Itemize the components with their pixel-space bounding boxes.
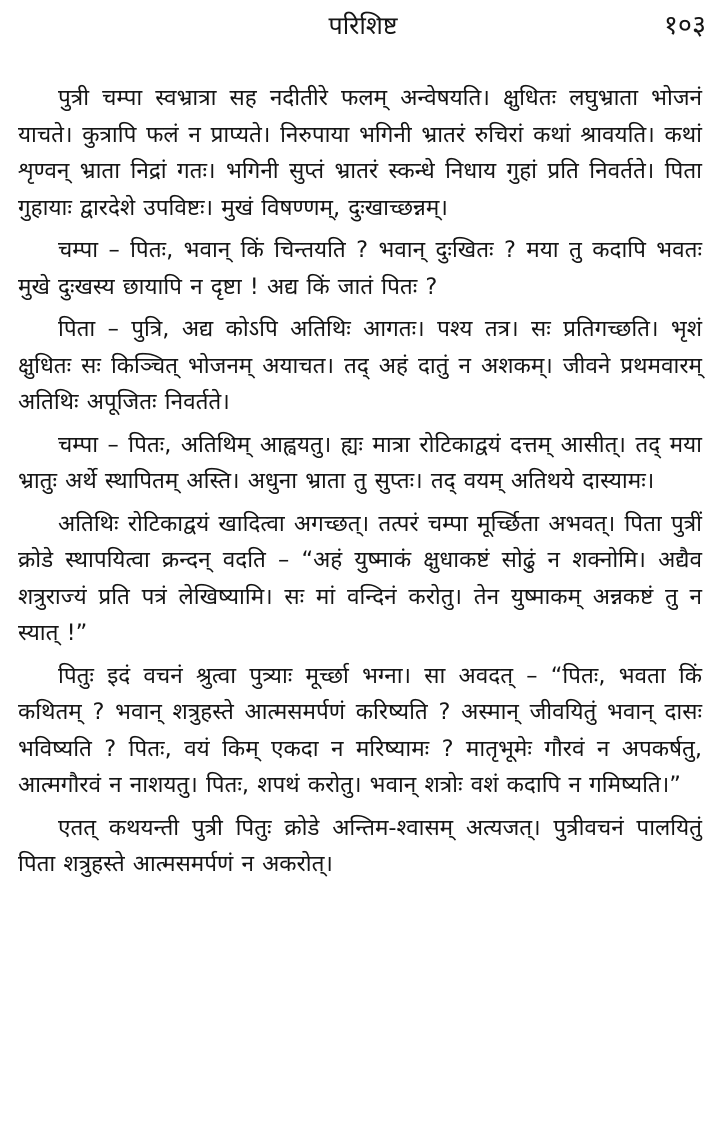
page-header (20, 6, 706, 46)
running-title: परिशिष्ट (328, 11, 398, 40)
page-body (18, 80, 702, 889)
paragraph-father-1: पिता – पुत्रि, अद्य कोऽपि अतिथिः आगतः। पश्य तत्र। सः प्रतिगच्छति। भृशं क्षुधितः सः किञ्चित् भोजनम् अयाचत। तद् अहं दातुं न अशकम्। जीवने प्रथमवारम् अतिथिः अपूजितः निवर्तते। (18, 316, 702, 415)
paragraph-narration-3: पितुः इदं वचनं श्रुत्वा पुत्र्याः मूर्च्छा भग्ना। सा अवदत् – “पितः, भवता किं कथितम् ? भवान् शत्रुहस्ते आत्मसमर्पणं करिष्यति ? अस्मान् जीवयितुं भवान् दासः भविष्यति ? पितः, वयं किम् एकदा न मरिष्यामः ? मातृभूमेः गौरवं न अपकर्षतु, आत्मगौरवं न नाशयतु। पितः, शपथं करोतु। भवान् शत्रोः वशं कदापि न गमिष्यति।” (18, 662, 702, 798)
paragraph-narration-2: अतिथिः रोटिकाद्वयं खादित्वा अगच्छत्। तत्परं चम्पा मूर्च्छिता अभवत्। पिता पुत्रीं क्रोडे स्थापयित्वा क्रन्दन् वदति – “अहं युष्माकं क्षुधाकष्टं सोढुं न शक्नोमि। अद्यैव शत्रुराज्यं प्रति पत्रं लेखिष्यामि। सः मां वन्दिनं करोतु। तेन युष्माकम् अन्नकष्टं तु न स्यात् !” (18, 510, 702, 646)
paragraph-champa-2: चम्पा – पितः, अतिथिम् आह्वयतु। ह्यः मात्रा रोटिकाद्वयं दत्तम् आसीत्। तद् मया भ्रातुः अर्थे स्थापितम् अस्ति। अधुना भ्राता तु सुप्तः। तद् वयम् अतिथये दास्यामः। (18, 431, 702, 494)
paragraph-narration-1: पुत्री चम्पा स्वभ्रात्रा सह नदीतीरे फलम् अन्वेषयति। क्षुधितः लघुभ्राता भोजनं याचते। कुत्रापि फलं न प्राप्यते। निरुपाया भगिनी भ्रातरं रुचिरां कथां श्रावयति। कथां शृण्वन् भ्राता निद्रां गतः। भगिनी सुप्तं भ्रातरं स्कन्धे निधाय गुहां प्रति निवर्तते। पिता गुहायाः द्वारदेशे उपविष्टः। मुखं विषण्णम्, दुःखाच्छन्नम्। (18, 85, 702, 221)
paragraph-narration-4: एतत् कथयन्ती पुत्री पितुः क्रोडे अन्तिम-श्वासम् अत्यजत्। पुत्रीवचनं पालयितुं पिता शत्रुहस्ते आत्मसमर्पणं न अकरोत्। (18, 814, 702, 877)
paragraph-champa-1: चम्पा – पितः, भवान् किं चिन्तयति ? भवान् दुःखितः ? मया तु कदापि भवतः मुखे दुःखस्य छायापि न दृष्टा ! अद्य किं जातं पितः ? (18, 237, 702, 300)
page-number: १०३ (663, 10, 706, 41)
